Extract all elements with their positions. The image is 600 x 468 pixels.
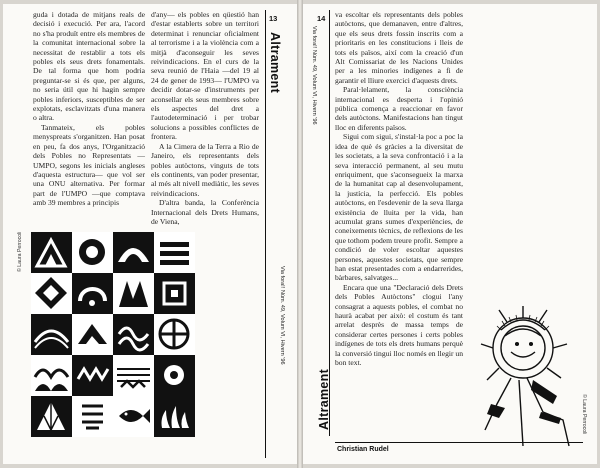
left-page <box>3 4 297 464</box>
paragraph: Sigui com sigui, s'instal·la poc a poc la idea de què és gràcies a la diversitat de les societats, a la seva confrontació i a la seva interacció permanent, al seu mutu enriquiment, que s'aconsegueix la marxa de la humanitat cap al desenvolupament, la justícia, la perfecció. Els pobles autòctons, en l'esdevenir de la seva llarga existència de lluita per la vida, han acumulat grans sumes d'experiències, de coneixements tècnics, de reflexions de les que tothom podem treure profit. Sempre a condició de voler escoltar aquestes persones, aquestes societats, que sempre han estat presentades com a endarrerides, bàrbares, salvatges... <box>335 132 463 283</box>
left-text-column-1 <box>33 10 145 208</box>
footer-rule <box>335 442 583 443</box>
pattern-tile <box>72 396 113 437</box>
illustration-credit: © Laura Perrocoli <box>581 394 587 435</box>
pattern-tile <box>113 273 154 314</box>
pattern-tile <box>113 355 154 396</box>
pattern-tile <box>154 273 195 314</box>
pattern-tile <box>31 355 72 396</box>
paragraph: va escoltar els representants dels pobles autòctons, que demanaven, entre d'altres, que els seus drets fossin inscrits com a prioritaris en les constitucions i lleis de tots els països, així com la creació d'un Alt Comissariat de les Nacions Unides per a les minories indígenes a fi de garantir el lliure exercici d'aquests drets. <box>335 10 463 85</box>
issue-meta: Via fora!! Núm. 49, Volum VI, Hivern '96 <box>279 266 285 365</box>
flame-tile <box>154 396 195 437</box>
author-name: Christian Rudel <box>337 446 389 453</box>
pattern-tile <box>113 232 154 273</box>
paragraph: Encara que una "Declaració dels Drets dels Pobles Autòctons" clogui l'any consagrat a aquests pobles, el combat no haurà acabat per això: el costum és tant arrelat desprès de massa temps de considerar certes persones i certs pobles indígenes de tots els drets humans perquè la conversió tingui lloc només en llegir un bon text. <box>335 282 464 368</box>
pattern-tile <box>31 273 72 314</box>
right-text-column <box>335 10 463 367</box>
paragraph: Tanmateix, els pobles menyspreats s'organitzen. Han posat en peu, fa dos anys, l'Organització dels Pobles no Representats —UMPO, segons les inicials angleses d'aquesta estructura— que vol ser una ONU alternativa. Per formar part de l'UMPO —que comptava amb 39 membres a principis <box>33 122 145 208</box>
page-number: 13 <box>269 14 278 23</box>
magazine-brand: Altrament <box>317 368 331 430</box>
paragraph: Paral·lelament, la consciència internacional es desperta i l'opinió pública comença a reaccionar en favor dels autòctons. Manifestacions han tingut lloc en diferents països. <box>335 85 463 132</box>
pattern-tile <box>72 355 113 396</box>
sun-figure-illustration <box>471 300 581 450</box>
pattern-illustration <box>31 232 195 452</box>
margin-rule <box>265 10 266 458</box>
pattern-tile <box>72 273 113 314</box>
pattern-tile <box>154 355 195 396</box>
paragraph: d'any— els pobles en qüestió han d'estar establerts sobre un territori determinat i renunciar oficialment al terrorisme i a la violència com a mitjà d'aconseguir les seves reivindicacions. En el curs de la seva reunió de l'Haia —del 19 al 24 de gener de 1993— l'UMPO va decidir dotar-se d'instruments per aconsellar els seus membres sobre els aspectes del dret a l'autodeterminació i per trobar solucions a possibles conflictes de frontera. <box>151 10 259 142</box>
issue-meta: Via fora!! Núm. 49, Volum VI, Hivern '96 <box>311 26 317 125</box>
pattern-tile <box>31 396 72 437</box>
pattern-tile <box>154 314 195 355</box>
pattern-tile <box>31 314 72 355</box>
left-text-column-2 <box>151 10 259 226</box>
pattern-tile <box>72 232 113 273</box>
pattern-tile <box>154 232 195 273</box>
magazine-brand: Altrament <box>268 32 282 94</box>
paragraph: D'altra banda, la Conferència Internacional dels Drets Humans, de Viena, <box>151 198 259 226</box>
pattern-tile <box>31 232 72 273</box>
pattern-tile <box>72 314 113 355</box>
page-number: 14 <box>317 14 326 23</box>
illustration-credit: © Laura Perrocoli <box>17 231 23 272</box>
paragraph: A la Cimera de la Terra a Rio de Janeiro, els representants dels pobles autòctons, vinguts de tots els continents, van poder presentar, al més alt nivell mediàtic, les seves reivindicacions. <box>151 141 259 198</box>
fish-tile <box>113 396 154 437</box>
paragraph: guda i dotada de mitjans reals de decisió i execució. Per ara, l'acord no s'ha produït entre els membres de la comunitat internacional sobre la necessitat de restablir a tots els pobles els seus drets fonamentals. De tal forma que hom podria preguntar-se si és que, per alguns, no seria útil que hi hagin sempre pobles inferiors, susceptibles de ser explotats, esclavitzats d'una manera o altra. <box>33 10 145 123</box>
right-page <box>303 4 597 464</box>
pattern-tile <box>113 314 154 355</box>
